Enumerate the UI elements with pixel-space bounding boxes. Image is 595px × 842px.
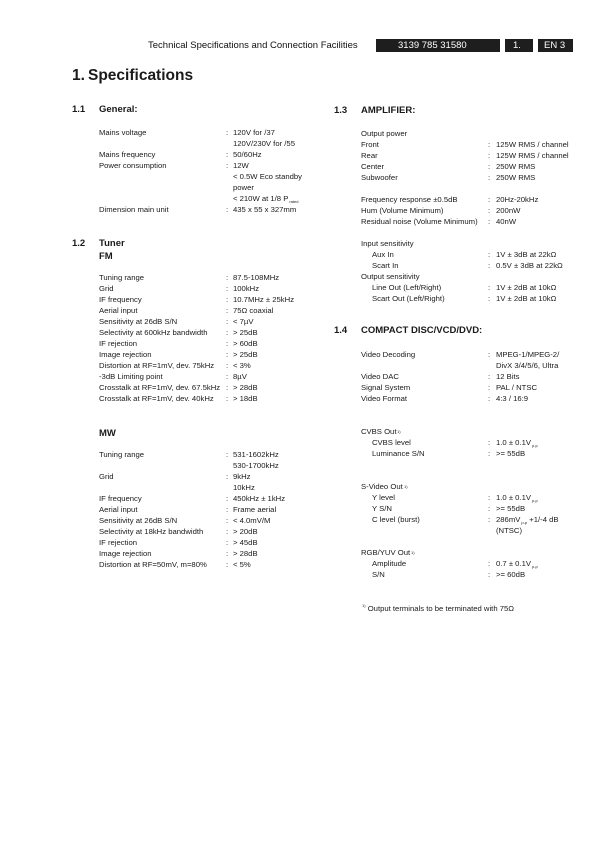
spec-value (496, 282, 556, 293)
spec-label: -3dB Limiting point (99, 372, 163, 381)
mw-subheading: MW (99, 428, 116, 439)
spec-value (233, 349, 258, 360)
spec-colon: : (488, 162, 491, 171)
spec-label: Video Decoding (361, 350, 416, 359)
spec-value-text: > 28dB (233, 549, 258, 558)
spec-value-text: > 60dB (233, 339, 258, 348)
spec-label: Amplitude (372, 559, 407, 568)
spec-value (496, 360, 558, 371)
spec-value (233, 171, 302, 182)
spec-colon: : (226, 128, 229, 137)
spec-value-text: 1.0 ± 0.1V (496, 438, 531, 447)
spec-label: Hum (Volume Minimum) (361, 206, 444, 215)
spec-label: S-Video Out (361, 482, 403, 491)
spec-label: Aerial input (99, 306, 138, 315)
spec-label: S/N (372, 570, 385, 579)
spec-colon: : (488, 504, 491, 513)
spec-colon: : (226, 328, 229, 337)
spec-colon: : (226, 472, 229, 481)
spec-value-text: 530-1700kHz (233, 461, 279, 470)
spec-colon: : (226, 161, 229, 170)
spec-value-text: 0.5V ± 3dB at 22kΩ (496, 261, 563, 270)
spec-label: Sensitivity at 26dB S/N (99, 516, 178, 525)
spec-label: Tuning range (99, 450, 145, 459)
page-number: EN 3 (544, 40, 566, 51)
spec-value (496, 393, 528, 404)
spec-colon: : (226, 350, 229, 359)
spec-value (233, 316, 253, 327)
chapter-box (505, 39, 533, 52)
spec-value (233, 283, 259, 294)
spec-label: Selectivity at 18kHz bandwidth (99, 527, 204, 536)
spec-label: Y level (372, 493, 395, 502)
section-number: 1.1 (72, 104, 86, 115)
spec-value-text: 286mV (496, 515, 521, 524)
spec-label: IF frequency (99, 494, 142, 503)
spec-value (233, 127, 275, 138)
spec-label: Tuning range (99, 273, 145, 282)
spec-label: IF rejection (99, 339, 138, 348)
spec-value-text: 200nW (496, 206, 521, 215)
spec-value (496, 194, 538, 205)
spec-colon: : (488, 394, 491, 403)
spec-label: Dimension main unit (99, 205, 169, 214)
spec-value-text: 531-1602kHz (233, 450, 279, 459)
spec-value (233, 182, 254, 193)
spec-value (496, 205, 520, 216)
spec-label: Image rejection (99, 350, 152, 359)
spec-colon: : (226, 494, 229, 503)
spec-colon: : (488, 570, 491, 579)
spec-value-text: >= 55dB (496, 504, 526, 513)
spec-label: Center (361, 162, 385, 171)
spec-colon: : (226, 549, 229, 558)
spec-colon: : (226, 339, 229, 348)
spec-value-text: 435 x 55 x 327mm (233, 205, 297, 214)
footnote-mark: 1) (362, 603, 366, 608)
spec-value (496, 172, 535, 183)
spec-label: CVBS level (372, 438, 411, 447)
spec-label: Video DAC (361, 372, 399, 381)
document-code: 3139 785 31580 (398, 40, 467, 51)
spec-colon: : (226, 273, 229, 282)
page-title-text: Specifications (88, 67, 194, 84)
chapter-number: 1. (513, 40, 521, 51)
spec-value-text: 40nW (496, 217, 517, 226)
spec-colon: : (488, 515, 491, 524)
spec-colon: : (226, 372, 229, 381)
spec-value-text: < 3% (233, 361, 251, 370)
spec-colon: : (488, 559, 491, 568)
spec-value (496, 161, 535, 172)
spec-colon: : (488, 151, 491, 160)
spec-value-text: 50/60Hz (233, 150, 262, 159)
spec-value (496, 249, 556, 260)
spec-label: RGB/YUV Out (361, 548, 411, 557)
section-title: COMPACT DISC/VCD/DVD: (361, 325, 483, 336)
spec-value-text: < 210W at 1/8 P (233, 194, 289, 203)
footnote-reference: 1) (397, 429, 401, 434)
spec-value-subscript: p-p (532, 564, 538, 569)
spec-value-text: 1V ± 2dB at 10kΩ (496, 283, 557, 292)
spec-label: Power consumption (99, 161, 167, 170)
footnote-reference: 1) (411, 550, 415, 555)
spec-colon: : (488, 372, 491, 381)
spec-value-text: 10.7MHz ± 25kHz (233, 295, 295, 304)
spec-value (233, 493, 285, 504)
spec-colon: : (226, 205, 229, 214)
spec-value-text: < 7µV (233, 317, 254, 326)
spec-label: Image rejection (99, 549, 152, 558)
spec-value-text: 100kHz (233, 284, 260, 293)
spec-value-text: > 45dB (233, 538, 258, 547)
spec-value-text: 4:3 / 16:9 (496, 394, 529, 403)
spec-label: Y S/N (372, 504, 392, 513)
spec-value (233, 393, 258, 404)
spec-value-text: > 25dB (233, 350, 258, 359)
spec-value (233, 272, 279, 283)
spec-value-text: 20Hz-20kHz (496, 195, 539, 204)
spec-value-text: 120V/230V for /55 (233, 139, 295, 148)
spec-value (233, 471, 251, 482)
spec-label: Sensitivity at 26dB S/N (99, 317, 178, 326)
spec-label: Selectivity at 600kHz bandwidth (99, 328, 208, 337)
spec-colon: : (488, 350, 491, 359)
spec-colon: : (226, 560, 229, 569)
spec-value-text: 120V for /37 (233, 128, 275, 137)
spec-colon: : (488, 294, 491, 303)
spec-label: Mains voltage (99, 128, 147, 137)
spec-label: Crosstalk at RF=1mV, dev. 67.5kHz (99, 383, 221, 392)
spec-value (233, 371, 247, 382)
spec-value-subscript: p-p (532, 443, 538, 448)
spec-colon: : (488, 261, 491, 270)
spec-label: C level (burst) (372, 515, 420, 524)
spec-value (233, 338, 258, 349)
spec-value-text: > 28dB (233, 383, 258, 392)
spec-value-text: 87.5-108MHz (233, 273, 280, 282)
footnote (361, 603, 514, 613)
spec-label: Signal System (361, 383, 411, 392)
spec-colon: : (226, 150, 229, 159)
spec-value-subscript: p-p (521, 520, 528, 525)
spec-value (233, 537, 258, 548)
spec-value-text: >= 60dB (496, 570, 526, 579)
section-title: Tuner (99, 238, 125, 249)
spec-value-text: MPEG-1/MPEG-2/ (496, 350, 560, 359)
spec-value (233, 504, 276, 515)
spec-label: CVBS Out (361, 427, 397, 436)
section-title: General: (99, 104, 138, 115)
spec-value (496, 525, 522, 536)
section-number: 1.4 (334, 325, 348, 336)
spec-label: IF rejection (99, 538, 138, 547)
spec-value (233, 294, 294, 305)
footnote-text: Output terminals to be terminated with 75Ω (367, 604, 515, 613)
spec-value (233, 160, 249, 171)
document-code-box (376, 39, 500, 52)
spec-value-text: > 20dB (233, 527, 258, 536)
spec-value-text: 10kHz (233, 483, 255, 492)
spec-value-text: < 0.5W Eco standby (233, 172, 303, 181)
spec-value-text: Frame aerial (233, 505, 277, 514)
spec-label: Subwoofer (361, 173, 398, 182)
spec-colon: : (488, 493, 491, 502)
spec-label: Distortion at RF=50mV, m=80% (99, 560, 207, 569)
spec-value (496, 448, 525, 459)
spec-value-text: 12W (233, 161, 249, 170)
spec-label: Grid (99, 284, 114, 293)
page-title (72, 67, 193, 85)
spec-value-text: 250W RMS (496, 173, 536, 182)
spec-colon: : (488, 140, 491, 149)
spec-colon: : (488, 449, 491, 458)
spec-label: Output power (361, 129, 408, 138)
spec-label: Aux In (372, 250, 394, 259)
spec-value-text: 75Ω coaxial (233, 306, 274, 315)
spec-colon: : (488, 383, 491, 392)
section-number: 1.2 (72, 238, 86, 249)
spec-colon: : (226, 527, 229, 536)
spec-value-text: < 4.0mV/M (233, 516, 271, 525)
spec-value-text: 450kHz ± 1kHz (233, 494, 286, 503)
spec-label: Residual noise (Volume Minimum) (361, 217, 478, 226)
spec-value (233, 360, 251, 371)
spec-label: Input sensitivity (361, 239, 414, 248)
spec-value-tail: +1/-4 dB (527, 515, 559, 524)
spec-colon: : (488, 283, 491, 292)
spec-value-text: 12 Bits (496, 372, 520, 381)
spec-value (496, 349, 559, 360)
spec-colon: : (488, 195, 491, 204)
spec-value-text: 1V ± 3dB at 22kΩ (496, 250, 557, 259)
spec-colon: : (226, 394, 229, 403)
spec-value-subscript: p-p (532, 498, 538, 503)
section-number: 1.3 (334, 105, 348, 116)
spec-label: Scart In (372, 261, 399, 270)
spec-value-text: 1V ± 2dB at 10kΩ (496, 294, 557, 303)
spec-value (233, 204, 296, 215)
spec-value (496, 260, 563, 271)
spec-value (233, 149, 262, 160)
fm-subheading: FM (99, 251, 113, 262)
spec-label: Scart Out (Left/Right) (372, 294, 445, 303)
spec-label: Grid (99, 472, 114, 481)
spec-value-text: (NTSC) (496, 526, 523, 535)
spec-label: Aerial input (99, 505, 138, 514)
spec-value (233, 138, 295, 149)
section-title: AMPLIFIER: (361, 105, 416, 116)
spec-label: Frequency response ±0.5dB (361, 195, 458, 204)
header-title: Technical Specifications and Connection Facilities (148, 40, 358, 51)
spec-value (496, 139, 569, 150)
spec-value-text: 250W RMS (496, 162, 536, 171)
spec-value (233, 515, 270, 526)
spec-value-text: > 18dB (233, 394, 258, 403)
spec-value (496, 503, 525, 514)
spec-value-text: DivX 3/4/5/6, Ultra (496, 361, 559, 370)
spec-value-subscript: rated (289, 199, 299, 204)
spec-value-text: < 5% (233, 560, 251, 569)
spec-value (233, 548, 258, 559)
spec-label: Line Out (Left/Right) (372, 283, 442, 292)
spec-value (233, 559, 251, 570)
spec-colon: : (226, 295, 229, 304)
spec-value-text: > 25dB (233, 328, 258, 337)
spec-label: Front (361, 140, 379, 149)
spec-label: Rear (361, 151, 378, 160)
spec-value-text: power (233, 183, 254, 192)
page-number-box (538, 39, 573, 52)
footnote-reference: 1) (404, 484, 408, 489)
spec-value-text: 125W RMS / channel (496, 140, 569, 149)
spec-value-text: 125W RMS / channel (496, 151, 569, 160)
spec-colon: : (226, 284, 229, 293)
spec-colon: : (488, 250, 491, 259)
spec-colon: : (226, 450, 229, 459)
spec-value (233, 526, 258, 537)
spec-colon: : (488, 173, 491, 182)
spec-colon: : (226, 516, 229, 525)
spec-value (233, 382, 258, 393)
spec-value (233, 327, 258, 338)
spec-label: Mains frequency (99, 150, 156, 159)
spec-value (233, 460, 279, 471)
spec-value (496, 216, 516, 227)
spec-colon: : (226, 383, 229, 392)
spec-colon: : (226, 306, 229, 315)
spec-colon: : (226, 538, 229, 547)
spec-colon: : (226, 317, 229, 326)
spec-value-text: 0.7 ± 0.1V (496, 559, 531, 568)
spec-value (233, 449, 279, 460)
spec-label: Video Format (361, 394, 408, 403)
spec-colon: : (226, 361, 229, 370)
spec-value (233, 305, 273, 316)
spec-value-text: >= 55dB (496, 449, 526, 458)
spec-value (496, 569, 525, 580)
spec-colon: : (488, 217, 491, 226)
spec-label: Crosstalk at RF=1mV, dev. 40kHz (99, 394, 214, 403)
spec-colon: : (226, 505, 229, 514)
spec-label: Distortion at RF=1mV, dev. 75kHz (99, 361, 215, 370)
spec-value-text: 8µV (233, 372, 247, 381)
spec-value (233, 482, 255, 493)
spec-label: Luminance S/N (372, 449, 425, 458)
spec-value (496, 371, 520, 382)
spec-label: Output sensitivity (361, 272, 420, 281)
spec-value (496, 382, 537, 393)
spec-value (496, 293, 556, 304)
spec-label: IF frequency (99, 295, 142, 304)
spec-value-text: PAL / NTSC (496, 383, 538, 392)
spec-colon: : (488, 206, 491, 215)
spec-value-text: 9kHz (233, 472, 251, 481)
spec-value-text: 1.0 ± 0.1V (496, 493, 531, 502)
page-title-number: 1. (72, 67, 85, 84)
spec-colon: : (488, 438, 491, 447)
spec-value (496, 150, 569, 161)
